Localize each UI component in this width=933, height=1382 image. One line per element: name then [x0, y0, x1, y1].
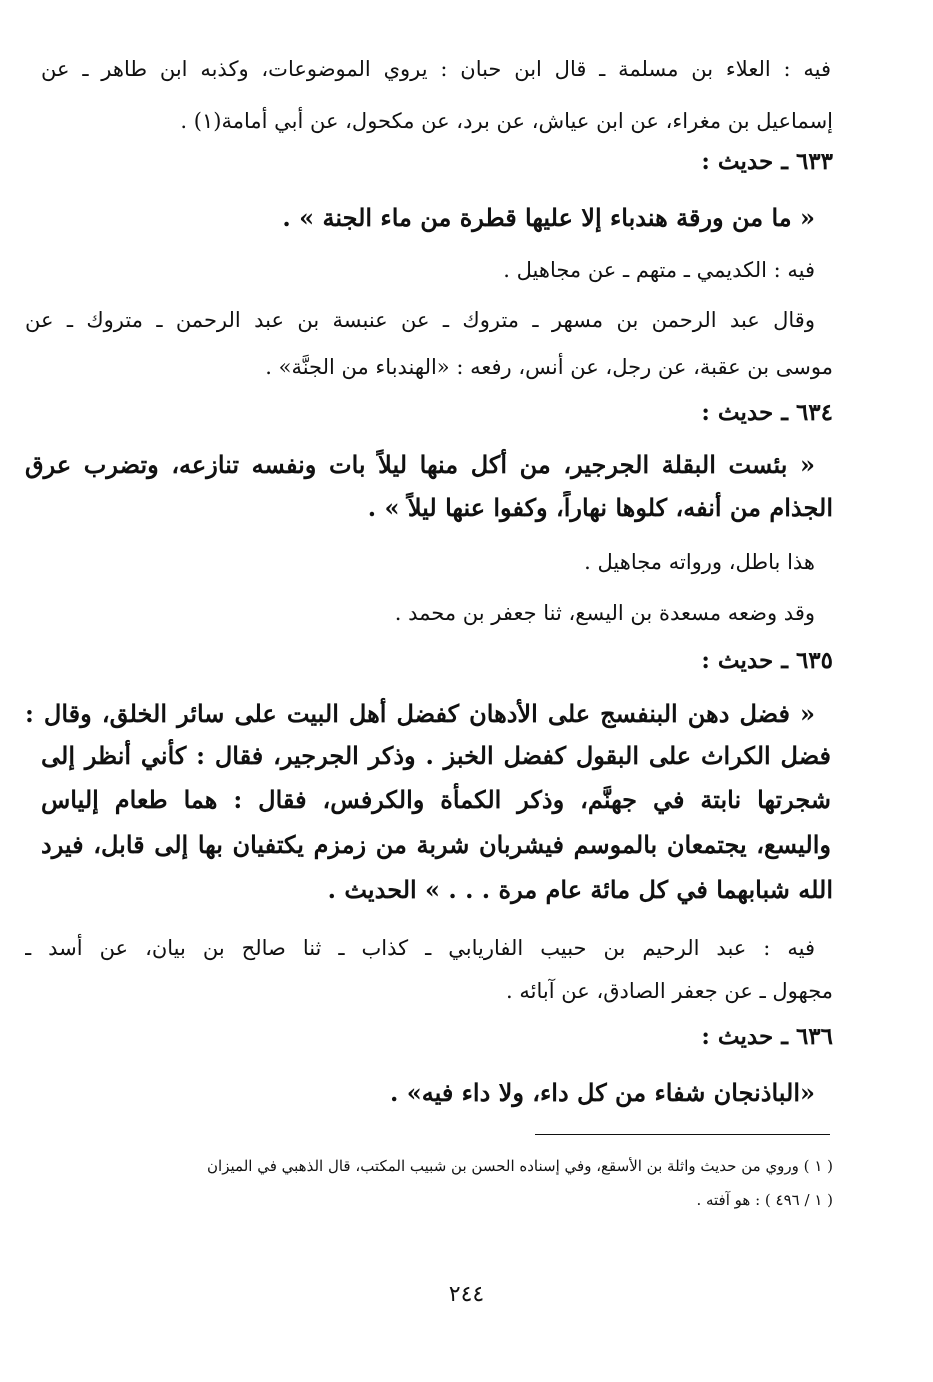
footnote-separator — [535, 1134, 830, 1135]
page-number: ٢٤٤ — [448, 1282, 485, 1307]
hadith-heading: ٦٣٣ ـ حديث : — [701, 148, 833, 175]
hadith-text: واليسع، يجتمعان بالموسم فيشربان شربة من زمزم يكتفيان بها إلى قابل، فيرد — [41, 830, 831, 859]
text-line: فيه : عبد الرحيم بن حبيب الفاريابي ـ كذاب ـ ثنا صالح بن بيان، عن أسد ـ — [25, 936, 815, 960]
hadith-text: « ما من ورقة هندباء إلا عليها قطرة من ماء الجنة » . — [282, 203, 815, 232]
hadith-heading: ٦٣٦ ـ حديث : — [701, 1023, 833, 1050]
hadith-heading: ٦٣٥ ـ حديث : — [701, 647, 833, 674]
hadith-text: « بئست البقلة الجرجير، من أكل منها ليلاً بات ونفسه تنازعه، وتضرب عرق — [25, 450, 815, 479]
footnote-line: ( ١ ) وروي من حديث واثلة بن الأسقع، وفي إسناده الحسن بن شبيب المكتب، قال الذهبي في الميزان — [207, 1157, 833, 1175]
text-line: فيه : الكديمي ـ متهم ـ عن مجاهيل . — [503, 258, 815, 282]
text-line: هذا باطل، ورواته مجاهيل . — [584, 550, 815, 574]
hadith-heading: ٦٣٤ ـ حديث : — [701, 399, 833, 426]
text-line: إسماعيل بن مغراء، عن ابن عياش، عن برد، عن مكحول، عن أبي أمامة(١) . — [180, 109, 833, 133]
footnote-line: ( ١ / ٤٩٦ ) : هو آفته . — [696, 1191, 833, 1209]
text-line: وقال عبد الرحمن بن مسهر ـ متروك ـ عن عنبسة بن عبد الرحمن ـ متروك ـ عن — [25, 308, 815, 332]
hadith-text: « فضل دهن البنفسج على الأدهان كفضل أهل البيت على سائر الخلق، وقال : — [25, 699, 815, 728]
hadith-text: شجرتها نابتة في جهنَّم، وذكر الكمأة والكرفس، فقال : هما طعام إلياس — [41, 785, 831, 814]
text-line: مجهول ـ عن جعفر الصادق، عن آبائه . — [506, 979, 833, 1003]
hadith-text: «الباذنجان شفاء من كل داء، ولا داء فيه» . — [390, 1078, 815, 1107]
text-line: موسى بن عقبة، عن رجل، عن أنس، رفعه : «الهندباء من الجنَّة» . — [265, 355, 833, 379]
hadith-text: الله شبابهما في كل مائة عام مرة . . . » الحديث . — [327, 875, 833, 904]
text-line: وقد وضعه مسعدة بن اليسع، ثنا جعفر بن محمد . — [394, 601, 815, 625]
hadith-text: الجذام من أنفه، كلوها نهاراً، وكفوا عنها ليلاً » . — [367, 493, 833, 522]
text-line: فيه : العلاء بن مسلمة ـ قال ابن حبان : يروي الموضوعات، وكذبه ابن طاهر ـ عن — [41, 57, 831, 81]
hadith-text: فضل الكراث على البقول كفضل الخبز . وذكر الجرجير، فقال : كأني أنظر إلى — [41, 741, 831, 770]
